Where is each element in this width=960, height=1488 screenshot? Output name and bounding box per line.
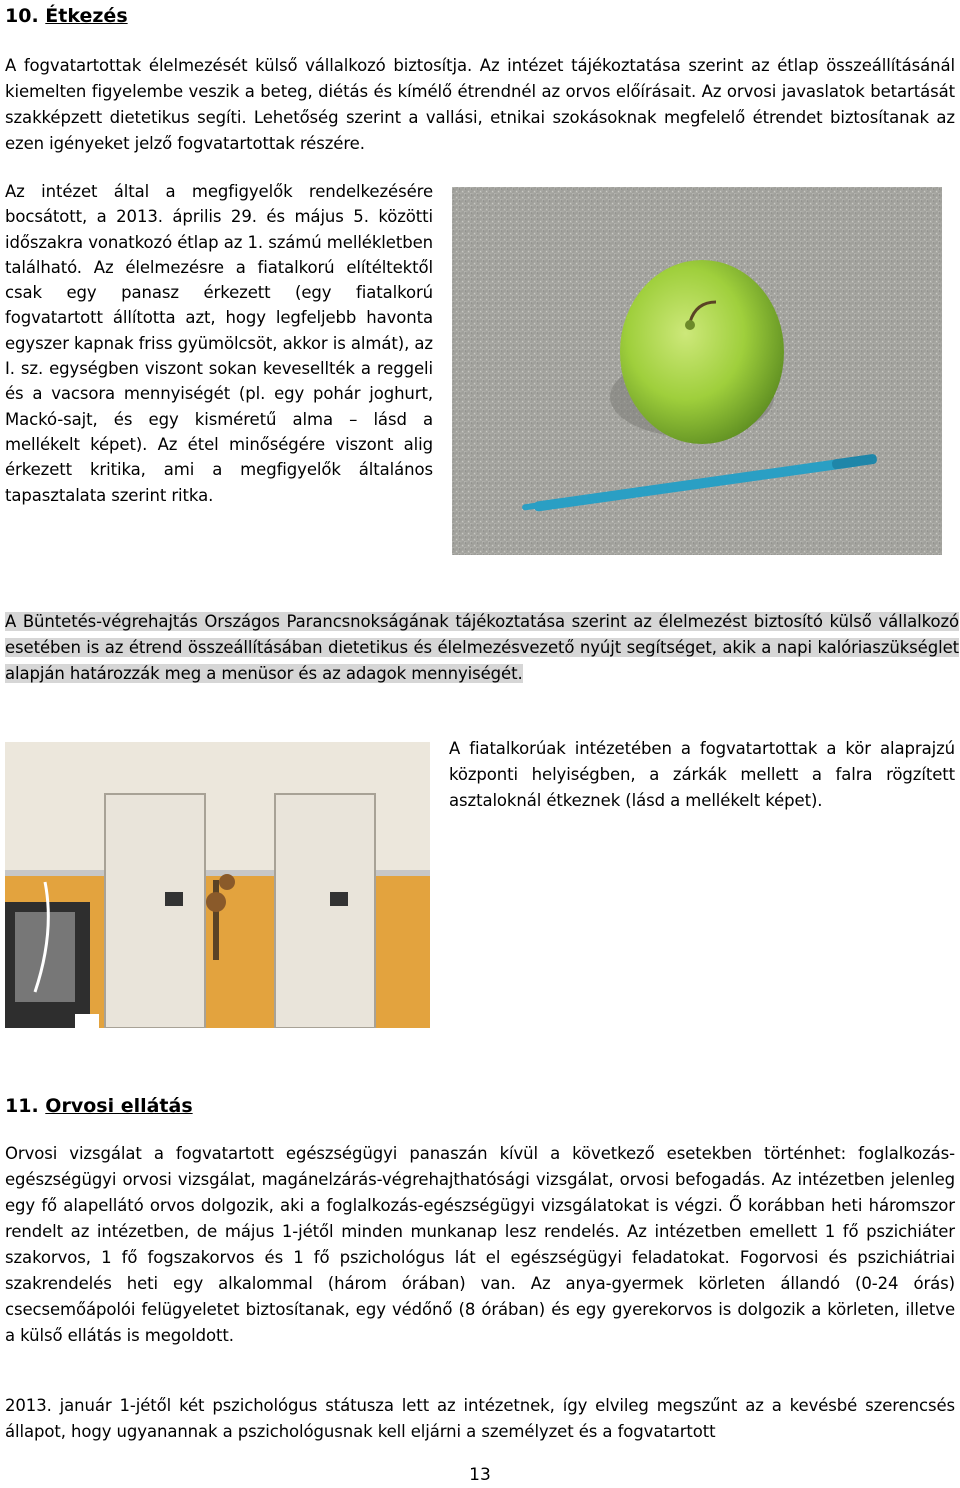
section-11-title: Orvosi ellátás [45,1095,193,1117]
section-10-number: 10. [5,5,39,27]
paragraph-medical-care: Orvosi vizsgálat a fogvatartott egészségügyi panaszán kívül a következő esetekben történhet: foglalkozás-egészségügyi orvosi vizsgálat, magánelzárás-végrehajthatósági vizsgálat, orvosi befogadás. Az intézetben jelenleg egy fő alapellátó orvos dolgozik, aki a foglalkozás-egészségügyi vizsgálatokat is végzi. Ő korábban heti háromszor rendelt az intézetben, de május 1-jétől minden munkanap lesz rendelés. Az intézetben emellett 1 fő pszichiáter szakorvos, 1 fő fogszakorvos és 1 fő pszichológus lát el egészségügyi feladatokat. Fogorvosi és pszichiátriai szakrendelés heti egy alkalommal (három órában) van. Az anya-gyermek körleten állandó (0-24 órás) csecsemőápolói felügyeletet biztosítanak, egy védőnő (8 órában) és egy gyerekorvos is dolgozik a körleten, illetve a külső ellátás is megoldott. [5,1144,955,1345]
dining-area-illustration [5,742,430,1028]
paragraph-dining-room: A fiatalkorúak intézetében a fogvatartottak a kör alaprajzú központi helyiségben, a zárkák mellett a falra rögzített asztaloknál étkeznek (lásd a mellékelt képet). [449,739,955,810]
section-10-title: Étkezés [45,5,128,27]
page-number: 13 [469,1465,491,1485]
section-10-heading [5,4,128,28]
highlighted-text: A Büntetés-végrehajtás Országos Parancsnokságának tájékoztatása szerint az élelmezést biztosító külső vállalkozó esetében is az étrend összeállításában dietetikus és élelmezésvezető nyújt segítséget, akik a napi kalóriaszükséglet alapján határozzák meg a menüsor és az adagok mennyiségét. [5,612,959,683]
paragraph-menu-complaints: Az intézet által a megfigyelők rendelkezésére bocsátott, a 2013. április 29. és május 5. közötti időszakra vonatkozó étlap az 1. számú mellékletben található. Az élelmezésre a fiatalkorú elítéltektől csak egy panasz érkezett (egy fiatalkorú fogvatartott állította azt, hogy legfeljebb havonta egyszer kapnak friss gyümölcsöt, akkor is almát), az I. sz. egységben viszont sokan kevesellték a reggeli és a vacsora mennyiségét (pl. egy pohár joghurt, Mackó-sajt, és egy kisméretű alma – lásd a mellékelt képet). Az étel minőségére viszont alig érkezett kritika, ami a megfigyelők általános tapasztalata szerint ritka. [5,182,433,505]
dining-area-photo [5,742,430,1028]
section-11-number: 11. [5,1095,39,1117]
apple-and-pen-illustration [452,187,942,555]
section-11-heading [5,1094,193,1118]
paragraph-psychologists: 2013. január 1-jétől két pszichológus státusza lett az intézetnek, így elvileg megszűnt az a kevésbé szerencsés állapot, hogy ugyanannak a pszichológusnak kell eljárni a személyzet és a fogvatartott [5,1396,955,1441]
paragraph-meals-intro: A fogvatartottak élelmezését külső vállalkozó biztosítja. Az intézet tájékoztatása szerint az étlap összeállításánál kiemelten figyelembe veszik a beteg, diétás és kímélő étrendnél az orvos előírásait. Az orvosi javaslatok betartását szakképzett dietetikus segíti. Lehetőség szerint a vallási, etnikai szokásoknak megfelelő étrendet biztosítanak az ezen igényeket jelző fogvatartottak részére. [5,56,955,153]
paragraph-bvop-info [5,609,959,687]
apple-and-pen-photo [452,187,942,555]
